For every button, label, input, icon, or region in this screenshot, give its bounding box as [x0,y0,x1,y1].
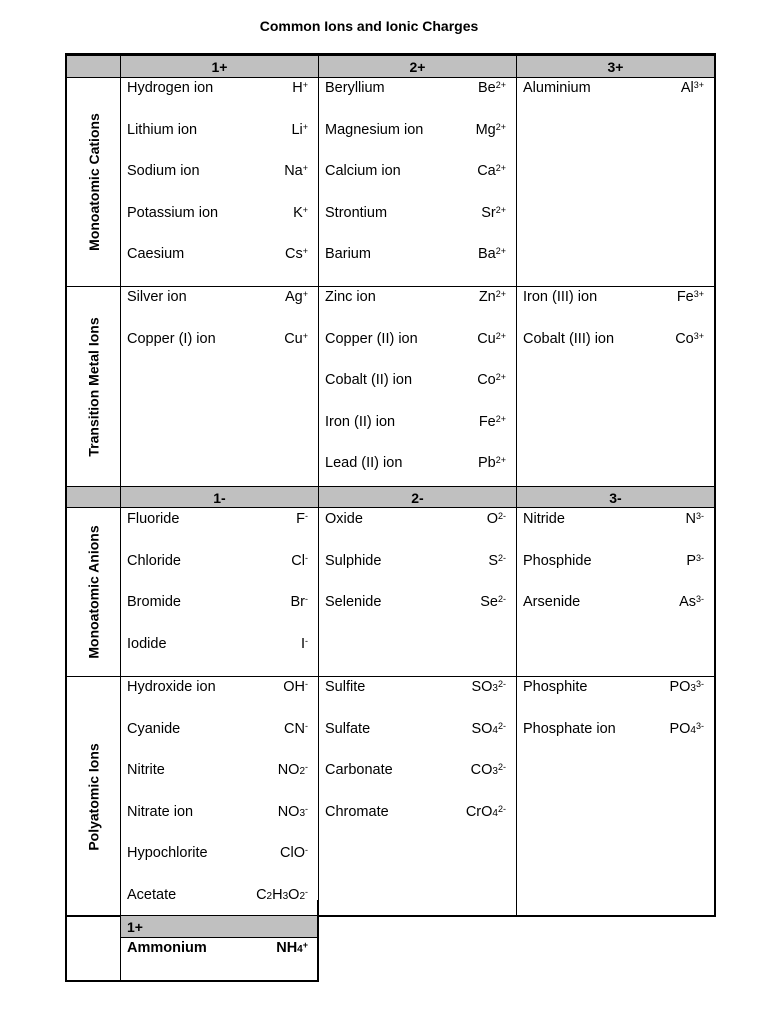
ion-entry [325,287,506,307]
cell [120,676,319,916]
ion-name: Arsenide [523,594,581,610]
ion-name: Magnesium ion [325,121,424,138]
ion-symbol: K+ [293,204,308,221]
ion-entry [325,677,506,697]
ion-entry [127,203,308,223]
ion-symbol: $CO3^{2-}$ [470,762,506,778]
ion-entry [325,760,506,780]
ion-entry [325,329,506,349]
ion-entry [325,370,506,390]
ion-symbol: Cs+ [285,246,308,262]
ion-entry [127,551,308,571]
ion-name: Zinc ion [325,289,376,305]
ion-entry [523,551,704,571]
ion-name: Phosphate ion [523,720,616,737]
ion-entry [325,120,506,140]
ion-name: Iron (III) ion [523,289,598,305]
ion-symbol: Cl- [291,552,308,569]
ion-symbol: $Ba^{2+}$ [477,246,506,262]
ion-entry [127,592,308,612]
ion-symbol: $Be^{2+}$ [477,80,506,96]
cell [120,286,319,487]
ion-name: Beryllium [325,80,385,96]
ion-entry [325,161,506,181]
ion-entry [523,287,704,307]
ion-entry [127,78,308,98]
ion-name: Cobalt (III) ion [523,330,615,347]
ion-entry [127,634,308,654]
ion-symbol: NO3- [277,803,308,820]
cation-header-1plus: 1+ [120,55,319,78]
ion-symbol: NO2- [277,762,308,778]
ion-symbol: Ag+ [284,289,308,305]
ion-name: Chloride [127,552,181,569]
ion-entry [127,120,308,140]
ion-name: Fluoride [127,511,180,527]
ion-name: Calcium ion [325,163,401,179]
ion-symbol: NH4+ [276,940,308,956]
ion-name: Copper (I) ion [127,330,216,347]
ion-name: Lithium ion [127,121,198,138]
ion-name: Carbonate [325,762,393,778]
ion-entry [523,719,704,739]
ion-symbol: $O^{2-}$ [486,511,506,527]
ion-entry [325,453,506,473]
ion-symbol: OH- [283,679,308,695]
ion-symbol: $Al^{3+}$ [680,80,704,96]
ion-name: Phosphite [523,679,588,695]
cell [516,286,715,487]
ion-entry [325,509,506,529]
anion-header-2minus: 2- [318,486,517,508]
ion-symbol: $Mg^{2+}$ [475,121,506,138]
ion-entry [325,203,506,223]
cation-header-3plus: 3+ [516,55,715,78]
ion-symbol: $SO4^{2-}$ [471,720,506,737]
anion-header-3minus: 3- [516,486,715,508]
anion-header-corner [66,486,121,508]
ion-symbol: C2H3O2- [256,886,308,903]
ion-name: Ammonium [127,940,207,956]
ion-name: Sulfite [325,679,366,695]
ion-entry [523,509,704,529]
ion-entry [127,760,308,780]
cell [318,676,517,916]
ion-name: Bromide [127,594,181,610]
ion-symbol: $Pb^{2+}$ [477,455,506,471]
ion-entry [127,161,308,181]
ion-symbol: Na+ [284,163,308,179]
ion-entry [325,412,506,432]
ion-entry [325,719,506,739]
ion-name: Chromate [325,803,389,820]
ion-symbol: Li+ [291,121,308,138]
ion-symbol: $Co^{2+}$ [477,372,506,388]
ion-symbol: $PO3^{3-}$ [669,679,704,695]
ion-name: Iodide [127,635,167,652]
ion-symbol: CN- [284,720,308,737]
ion-name: Phosphide [523,552,592,569]
row-label-monoatomic-cations: Monoatomic Cations [85,113,102,251]
ion-entry [127,843,308,863]
ion-symbol: $Sr^{2+}$ [481,204,506,221]
ion-entry [127,244,308,264]
ion-symbol: $Zn^{2+}$ [478,289,506,305]
ion-entry [127,885,308,905]
ion-symbol: I- [300,635,308,652]
ion-name: Iron (II) ion [325,413,396,430]
ion-symbol: F- [296,511,308,527]
ion-symbol: $SO3^{2-}$ [471,679,506,695]
row-label-transition-metal-ions: Transition Metal Ions [85,316,102,457]
ion-entry [523,592,704,612]
ion-name: Caesium [127,246,185,262]
ion-symbol: H+ [292,80,308,96]
ion-symbol: ClO- [280,845,308,861]
cell [516,77,715,287]
ion-entry-ammonium [127,938,308,958]
ion-symbol: Cu+ [284,330,308,347]
ion-name: Cobalt (II) ion [325,372,413,388]
ion-symbol: $Fe^{3+}$ [676,289,704,305]
ion-name: Silver ion [127,289,187,305]
ion-symbol: $N^{3-}$ [685,511,704,527]
ion-entry [325,592,506,612]
ion-entry [523,677,704,697]
ion-entry [325,802,506,822]
ion-symbol: $Se^{2-}$ [480,594,506,610]
ion-entry [325,244,506,264]
ion-symbol: $S^{2-}$ [488,552,506,569]
ion-name: Copper (II) ion [325,330,418,347]
ion-name: Nitrate ion [127,803,194,820]
ion-name: Nitride [523,511,565,527]
ion-name: Sulphide [325,552,382,569]
ion-symbol: $CrO4^{2-}$ [465,803,506,820]
ion-name: Sulfate [325,720,371,737]
ion-name: Aluminium [523,80,591,96]
ion-name: Oxide [325,511,363,527]
ion-entry [127,287,308,307]
ion-symbol: $PO4^{3-}$ [669,720,704,737]
cation-header-2plus: 2+ [318,55,517,78]
ion-entry [127,677,308,697]
ion-name: Cyanide [127,720,181,737]
ion-name: Strontium [325,204,388,221]
ion-entry [127,329,308,349]
ion-symbol: $As^{3-}$ [679,594,704,610]
ion-name: Hydrogen ion [127,80,214,96]
ion-symbol: $Cu^{2+}$ [477,330,506,347]
ion-name: Nitrite [127,762,165,778]
ion-name: Hydroxide ion [127,679,216,695]
ammonium-header: 1+ [121,916,317,938]
ion-symbol: $Ca^{2+}$ [477,163,506,179]
ion-name: Lead (II) ion [325,455,403,471]
ion-entry [127,802,308,822]
ion-name: Acetate [127,886,177,903]
ion-symbol: $Fe^{2+}$ [478,413,506,430]
ion-symbol: $Co^{3+}$ [675,330,704,347]
row-label-polyatomic-ions: Polyatomic Ions [85,743,102,851]
ion-entry [523,78,704,98]
ion-entry [127,719,308,739]
ion-entry [325,551,506,571]
ion-name: Potassium ion [127,204,219,221]
ion-name: Hypochlorite [127,845,208,861]
ion-entry [325,78,506,98]
ion-name: Barium [325,246,371,262]
page-title: Common Ions and Ionic Charges [259,18,479,34]
ion-symbol: $P^{3-}$ [686,552,704,569]
cell [516,676,715,916]
ion-name: Selenide [325,594,382,610]
ion-entry [523,329,704,349]
anion-header-1minus: 1- [120,486,319,508]
ion-entry [127,509,308,529]
ion-symbol: Br- [290,594,308,610]
row-label-monoatomic-anions: Monoatomic Anions [85,525,102,659]
cation-header-corner [66,55,121,78]
ion-name: Sodium ion [127,163,200,179]
